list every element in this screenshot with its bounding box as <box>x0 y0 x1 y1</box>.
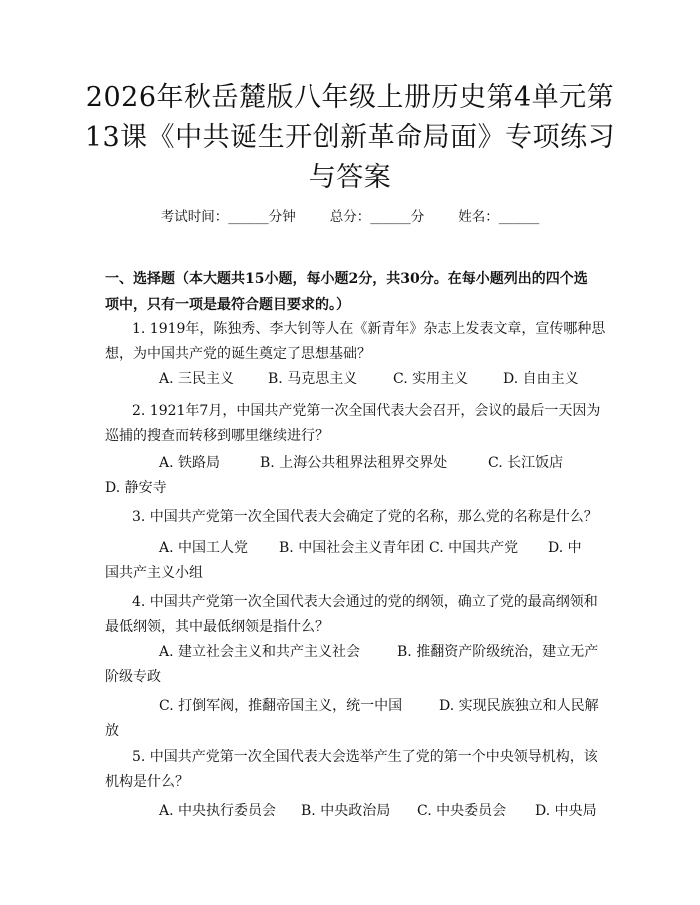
question-4-stem-line-2: 最低纲领，其中最低纲领是指什么？ <box>105 619 329 635</box>
document-title <box>60 78 640 198</box>
question-1 <box>105 317 606 367</box>
question-4-options-2 <box>105 694 603 744</box>
question-3-options <box>105 536 603 586</box>
question-3-option-c: C. 中国共产党 <box>429 540 519 556</box>
title-line-3: 与答案 <box>308 162 392 193</box>
section-heading-line-2: 项中，只有一项是最符合题目要求的。） <box>105 297 350 313</box>
exam-score: 总分：______分 <box>329 209 425 225</box>
question-3-option-b: B. 中国社会主义青年团 <box>279 540 425 556</box>
section-heading <box>105 266 605 318</box>
question-2-stem-line-1: 2. 1921年7月，中国共产党第一次全国代表大会召开，会议的最后一天因为 <box>132 403 601 419</box>
question-2-option-a: A. 铁路局 <box>159 455 221 471</box>
question-2-stem-line-2: 巡捕的搜查而转移到哪里继续进行？ <box>105 428 329 444</box>
title-line-1: 2026年秋岳麓版八年级上册历史第4单元第 <box>85 82 615 113</box>
question-5-option-a: A. 中央执行委员会 <box>159 803 277 819</box>
question-5 <box>105 745 603 795</box>
question-5-option-b: B. 中央政治局 <box>301 803 391 819</box>
question-4-option-d-continued: 放 <box>105 723 119 739</box>
question-1-option-d: D. 自由主义 <box>503 371 579 387</box>
question-1-stem-line-1: 1. 1919年，陈独秀、李大钊等人在《新青年》杂志上发表文章，宣传哪种思 <box>132 321 606 337</box>
question-5-stem-line-2: 机构是什么？ <box>105 774 189 790</box>
question-5-stem-line-1: 5. 中国共产党第一次全国代表大会选举产生了党的第一个中央领导机构，该 <box>132 749 598 765</box>
question-4-stem-line-1: 4. 中国共产党第一次全国代表大会通过的党的纲领，确立了党的最高纲领和 <box>132 594 598 610</box>
question-4-option-d: D. 实现民族独立和人民解 <box>439 698 599 714</box>
question-2-option-b: B. 上海公共租界法租界交界处 <box>260 455 448 471</box>
question-4 <box>105 590 603 640</box>
question-3 <box>105 505 603 530</box>
question-2-options <box>105 451 603 501</box>
question-4-option-a: A. 建立社会主义和共产主义社会 <box>159 644 361 660</box>
question-5-option-d: D. 中央局 <box>535 803 597 819</box>
question-4-option-b-continued: 阶级专政 <box>105 669 161 685</box>
question-2 <box>105 399 603 449</box>
section-heading-line-1: 一、选择题（本大题共15小题，每小题2分，共30分。在每小题列出的四个选 <box>105 271 588 287</box>
question-2-option-c: C. 长江饭店 <box>488 455 564 471</box>
question-4-option-c: C. 打倒军阀，推翻帝国主义，统一中国 <box>159 698 403 714</box>
question-1-option-b: B. 马克思主义 <box>268 371 358 387</box>
question-2-option-d: D. 静安寺 <box>105 480 167 496</box>
question-1-option-c: C. 实用主义 <box>393 371 469 387</box>
question-1-options <box>105 367 603 392</box>
question-5-options <box>105 799 603 824</box>
student-name: 姓名：______ <box>458 209 540 225</box>
question-3-option-d: D. 中 <box>548 540 582 556</box>
question-1-option-a: A. 三民主义 <box>159 371 235 387</box>
question-5-option-c: C. 中央委员会 <box>417 803 507 819</box>
question-3-stem-line-1: 3. 中国共产党第一次全国代表大会确定了党的名称，那么党的名称是什么？ <box>132 509 598 525</box>
exam-info <box>0 205 700 225</box>
exam-time: 考试时间：______分钟 <box>160 209 296 225</box>
question-4-option-b: B. 推翻资产阶级统治，建立无产 <box>397 644 599 660</box>
question-4-options <box>105 640 603 690</box>
title-line-2: 13课《中共诞生开创新革命局面》专项练习 <box>84 122 616 153</box>
question-1-stem-line-2: 想，为中国共产党的诞生奠定了思想基础？ <box>105 346 371 362</box>
question-3-option-d-continued: 国共产主义小组 <box>105 565 203 581</box>
question-3-option-a: A. 中国工人党 <box>159 540 249 556</box>
